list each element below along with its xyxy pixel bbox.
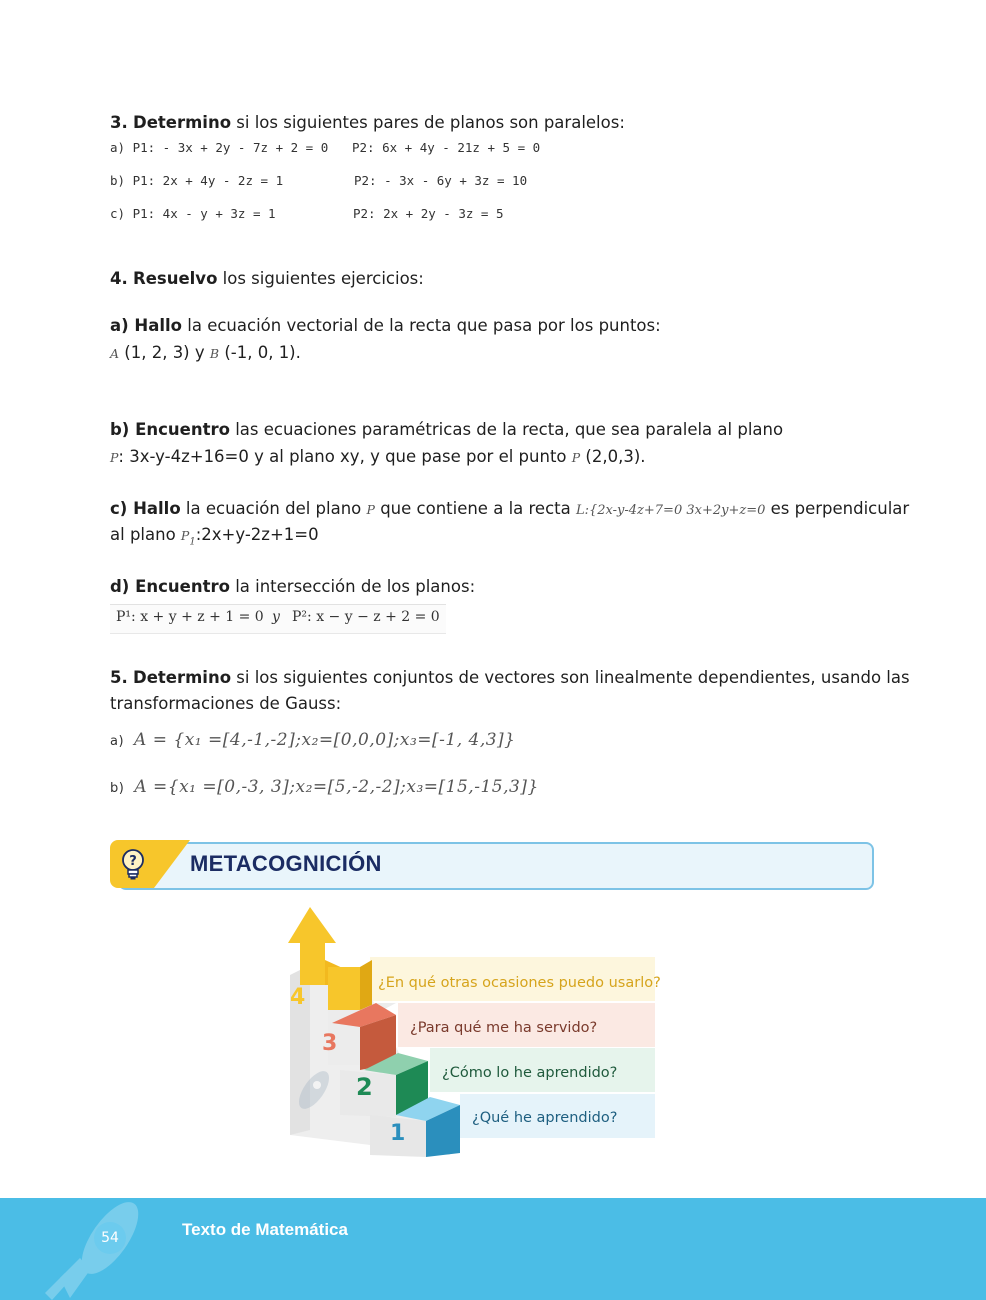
ex4b-lead: b) Encuentro xyxy=(110,420,230,439)
metacognition-banner xyxy=(110,840,872,888)
ex4a-statement xyxy=(110,313,661,339)
ex4b-line2 xyxy=(110,444,646,471)
ex4-heading xyxy=(110,266,424,292)
ex4d-statement xyxy=(110,574,475,600)
ex5-heading xyxy=(110,665,910,691)
ex4a-lead: a) Hallo xyxy=(110,316,183,335)
ex4c-text3: es perpendicular xyxy=(765,499,910,518)
ex4c-statement xyxy=(110,496,909,524)
plane-1-symbol: P xyxy=(180,528,190,543)
point-a-symbol: A xyxy=(110,346,120,361)
ex5b-label: b) xyxy=(110,781,125,796)
ex4d-lead: d) Encuentro xyxy=(110,577,230,596)
point-symbol: P xyxy=(571,450,581,465)
page-footer xyxy=(0,1198,986,1300)
ex4a-points xyxy=(110,340,301,367)
ex5a-label: a) xyxy=(110,734,125,749)
ex4b-point: (2,0,3). xyxy=(580,447,646,466)
ex3-row-c-p2: P2: 2x + 2y - 3z = 5 xyxy=(353,206,504,221)
ex4-number: 4. xyxy=(110,269,128,288)
ex4b-plane-eq: : 3x-y-4z+16=0 y al plano xy, y que pase por el punto xyxy=(118,447,572,466)
ex4b-text: las ecuaciones paramétricas de la recta, que sea paralela al plano xyxy=(229,420,784,439)
ex4c-line2-a: al plano xyxy=(110,525,181,544)
ex4c-line2-b: :2x+y-2z+1=0 xyxy=(195,525,319,544)
ex4b-statement xyxy=(110,417,783,443)
ex3-text: si los siguientes pares de planos son paralelos: xyxy=(236,113,625,132)
step-1-question: ¿Qué he aprendido? xyxy=(472,1110,618,1126)
ex3-heading xyxy=(110,110,625,136)
step-2-question: ¿Cómo lo he aprendido? xyxy=(442,1065,618,1081)
lightbulb-icon xyxy=(120,848,146,882)
plane-1-equation: P¹: x + y + z + 1 = 0 xyxy=(116,609,264,625)
ex4d-text: la intersección de los planos: xyxy=(229,577,476,596)
step-2-number: 2 xyxy=(356,1073,373,1101)
planes-equation-strip xyxy=(110,604,446,634)
plane-symbol: P xyxy=(366,502,375,517)
ex3-number: 3. xyxy=(110,113,128,132)
plane-symbol: P xyxy=(110,450,119,465)
ex5b-equation: A ={x₁ =[0,-3, 3];x₂=[5,-2,-2];x₃=[15,-15,3]} xyxy=(134,777,539,797)
svg-text:?: ? xyxy=(129,854,137,869)
ex5b-set xyxy=(110,777,539,797)
point-b-symbol: B xyxy=(209,346,220,361)
ex4c-text2: que contiene a la recta xyxy=(374,499,576,518)
ex4-text: los siguientes ejercicios: xyxy=(222,269,424,288)
plane-2-equation: P²: x − y − z + 2 = 0 xyxy=(292,609,440,625)
step-4-question: ¿En qué otras ocasiones puedo usarlo? xyxy=(378,975,661,991)
ex5-text: si los siguientes conjuntos de vectores son linealmente dependientes, usando las xyxy=(231,668,910,687)
ex4a-text: la ecuación vectorial de la recta que pasa por los puntos: xyxy=(182,316,661,335)
step-1-number: 1 xyxy=(390,1121,406,1146)
step-3-question: ¿Para qué me ha servido? xyxy=(410,1020,598,1036)
step-4-number: 4 xyxy=(290,985,306,1010)
ex3-row-c-p1: c) P1: 4x - y + 3z = 1 xyxy=(110,206,276,221)
point-a-coords: (1, 2, 3) y xyxy=(119,343,210,362)
metacognition-stairs xyxy=(280,905,660,1165)
ex4c-text1: la ecuación del plano xyxy=(180,499,367,518)
ex4-verb: Resuelvo xyxy=(133,269,218,288)
line-equation: L:{2x-y-4z+7=0 3x+2y+z=0 xyxy=(575,503,766,518)
ex4c-lead: c) Hallo xyxy=(110,499,181,518)
ex3-row-b-p1: b) P1: 2x + 4y - 2z = 1 xyxy=(110,173,284,188)
ex5-verb: Determino xyxy=(133,668,232,687)
ex3-row-a-p2: P2: 6x + 4y - 21z + 5 = 0 xyxy=(352,140,541,155)
ex3-verb: Determino xyxy=(133,113,232,132)
book-title: Texto de Matemática xyxy=(182,1220,348,1239)
ex3-row-a-p1: a) P1: - 3x + 2y - 7z + 2 = 0 xyxy=(110,140,329,155)
page-number: 54 xyxy=(94,1222,126,1254)
ex3-row-b-p2: P2: - 3x - 6y + 3z = 10 xyxy=(354,173,528,188)
ex5-number: 5. xyxy=(110,668,128,687)
point-b-coords: (-1, 0, 1). xyxy=(219,343,301,362)
conjunction: y xyxy=(272,609,280,625)
step-3-number: 3 xyxy=(322,1031,338,1056)
ex4c-line2 xyxy=(110,522,319,555)
ex5a-set xyxy=(110,730,516,750)
metacognition-title: METACOGNICIÓN xyxy=(190,851,382,876)
ex5a-equation: A = {x₁ =[4,-1,-2];x₂=[0,0,0];x₃=[-1, 4,3]} xyxy=(134,730,516,750)
plane-1-subscript: 1 xyxy=(189,536,196,548)
ex5-line2: transformaciones de Gauss: xyxy=(110,694,342,713)
